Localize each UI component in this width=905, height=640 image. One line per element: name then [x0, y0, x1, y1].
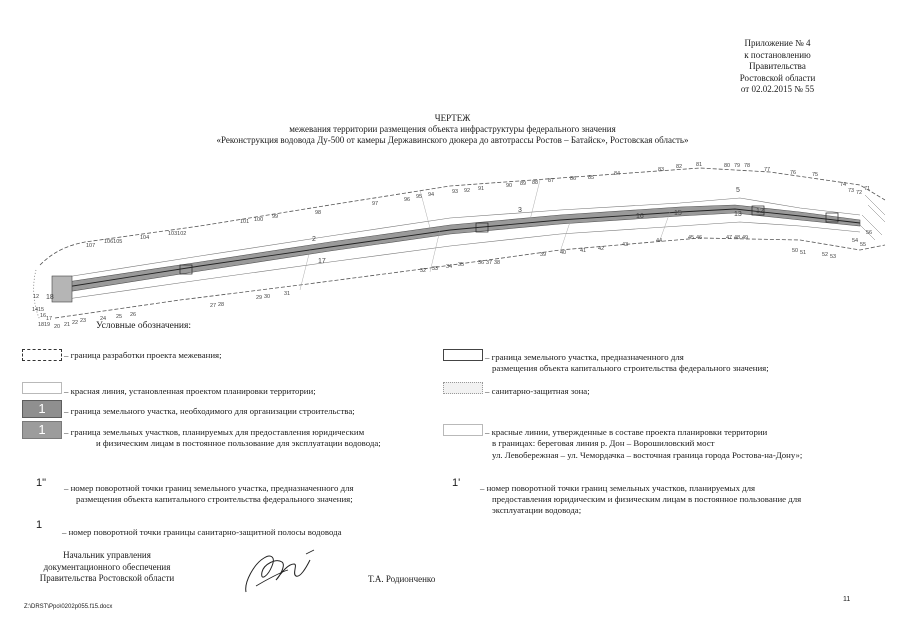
top-label: 96 [404, 197, 411, 203]
top-label: 87 [548, 178, 555, 184]
bottom-label: 25 [116, 314, 123, 320]
bottom-label: 26 [130, 312, 137, 318]
top-label: 77 [764, 167, 771, 173]
legend-text-construction-plot: – граница земельного участка, необходимого для организации строительства; [64, 406, 355, 416]
bottom-label: 54 [852, 238, 859, 244]
header-line-2: к постановлению [744, 49, 811, 60]
top-label: 84 [614, 171, 621, 177]
bottom-label: 31 [284, 291, 291, 297]
bottom-label: 18 [38, 322, 45, 328]
drawing-title-line-1: межевания территории размещения объекта инфраструктуры федерального значения [289, 124, 616, 134]
bottom-label: 51 [800, 250, 807, 256]
bottom-label: 27 [210, 303, 217, 309]
bottom-label: 21 [64, 322, 71, 328]
legend-text-red-line: – красная линия, установленная проектом планировки территории; [64, 386, 316, 396]
legend-symbol-point-federal: 1" [36, 477, 47, 489]
top-label: 86 [570, 176, 577, 182]
left-label: 14 [32, 307, 39, 313]
top-label: 85 [588, 175, 595, 181]
signature-title [22, 550, 192, 585]
top-label: 94 [428, 192, 435, 198]
legend-text-sanitary-zone: – санитарно-защитная зона; [485, 386, 590, 396]
bottom-label: 36 [478, 260, 485, 266]
bottom-label: 23 [80, 318, 87, 324]
legend-text-approved-3: ул. Левобережная – ул. Чемордачка – восточная граница города Ростова-на-Дону»; [492, 450, 803, 460]
legend-symbol-permanent-use: 1 [22, 421, 62, 439]
bottom-label: 28 [218, 302, 225, 308]
bottom-label: 22 [72, 320, 79, 326]
inner-label: 18 [46, 294, 54, 301]
legend-text-point-sanitary: – номер поворотной точки границы санитарно-защитной полосы водовода [62, 527, 342, 537]
top-label: 93 [452, 189, 459, 195]
bottom-label: 47 [726, 235, 733, 241]
legend-text-point-federal-1: – номер поворотной точки границ земельного участка, предназначенного для [64, 483, 354, 493]
top-label: 82 [676, 164, 683, 170]
bottom-label: 46 [696, 235, 703, 241]
left-label: 12 [33, 294, 40, 300]
bottom-label: 24 [100, 316, 107, 322]
bottom-label: 52 [822, 252, 829, 258]
bottom-label: 49 [742, 235, 749, 241]
header-line-3: Правительства [749, 61, 806, 71]
bottom-label: 38 [494, 260, 501, 266]
legend-text-permanent-use-2: и физическим лицам в постоянное пользование для эксплуатации водовода; [96, 438, 381, 448]
bottom-label: 16 [40, 313, 47, 319]
top-label: 74 [840, 182, 847, 188]
top-label: 75 [812, 172, 819, 178]
bottom-label: 55 [860, 242, 867, 248]
bottom-label: 50 [792, 248, 799, 254]
file-path: Z:\DRST\Ppo\0202p055.f15.docx [24, 604, 113, 610]
legend-symbol-point-sanitary: 1 [36, 519, 43, 531]
top-label: 103102 [168, 231, 187, 237]
legend-symbol-sanitary-zone [443, 382, 483, 394]
inner-label: 13 [734, 211, 742, 218]
legend-text-permanent-use-1: – граница земельных участков, планируемых для предоставления юридическим [64, 427, 365, 437]
bottom-label: 35 [458, 262, 465, 268]
signature-title-line-2: документационного обеспечения [43, 561, 171, 572]
top-label: 80 [724, 163, 731, 169]
inner-label: 17 [318, 258, 326, 265]
top-label: 83 [658, 167, 665, 173]
handwritten-signature [236, 542, 316, 600]
bottom-label: 42 [598, 246, 605, 252]
bottom-label: 44 [656, 238, 663, 244]
legend-text-dashed: – граница разработки проекта межевания; [64, 350, 222, 360]
inner-label: 16 [636, 213, 644, 220]
inner-label: 15 [674, 210, 682, 217]
legend-symbol-approved-red-lines [443, 424, 483, 436]
bottom-label: 20 [54, 324, 61, 330]
top-label: 73 [848, 188, 855, 194]
bottom-label: 41 [580, 248, 587, 254]
legend-symbol-point-permanent: 1' [452, 477, 461, 489]
bottom-label: 29 [256, 295, 263, 301]
drawing-heading: ЧЕРТЕЖ [434, 113, 471, 123]
top-label: 81 [696, 162, 703, 168]
top-label: 90 [506, 183, 513, 189]
inner-label: 5 [736, 187, 740, 194]
top-label: 91 [478, 186, 485, 192]
bottom-label: 56 [866, 230, 873, 236]
signatory-name: Т.А. Родионченко [368, 574, 436, 584]
legend-text-point-permanent-2: предоставления юридическим и физическим лицам в постоянное пользование для [492, 494, 802, 504]
top-label: 104 [140, 235, 150, 241]
top-label: 92 [464, 188, 471, 194]
bottom-label: 39 [540, 252, 547, 258]
top-label: 89 [520, 181, 527, 187]
top-label: 106105 [104, 239, 123, 245]
header-line-1: Приложение № 4 [744, 38, 811, 48]
bottom-label: 33 [432, 266, 439, 272]
legend-text-point-permanent-1: – номер поворотной точки границ земельных участков, планируемых для [480, 483, 756, 493]
legend-text-point-permanent-3: эксплуатации водовода; [492, 505, 582, 515]
header-line-5: от 02.02.2015 № 55 [740, 84, 815, 94]
bottom-label: 34 [446, 264, 453, 270]
bottom-label: 30 [264, 294, 271, 300]
bottom-label: 48 [734, 235, 741, 241]
bottom-label: 37 [486, 260, 493, 266]
legend-title: Условные обозначения: [96, 321, 192, 331]
top-label: 98 [315, 210, 322, 216]
bottom-label: 45 [688, 235, 695, 241]
header-line-4: Ростовской области [739, 72, 816, 83]
top-label: 88 [532, 180, 539, 186]
signature-title-line-3: Правительства Ростовской области [39, 573, 175, 583]
inner-label: 3 [518, 207, 522, 214]
top-label: 97 [372, 201, 379, 207]
top-label: 107 [86, 243, 96, 249]
bottom-label: 40 [560, 250, 567, 256]
page-number: 11 [843, 596, 851, 603]
bottom-label: 43 [622, 242, 629, 248]
top-label: 76 [790, 170, 797, 176]
top-label: 79 [734, 163, 741, 169]
legend-symbol-red-line [22, 382, 62, 394]
top-label: 101 [240, 219, 250, 225]
legend-symbol-land-plot [443, 349, 483, 361]
bottom-label: 19 [44, 322, 51, 328]
inner-label: 2 [312, 236, 316, 243]
legend-text-land-plot-1: – граница земельного участка, предназначенного для [485, 352, 684, 362]
legend-symbol-construction-plot: 1 [22, 400, 62, 418]
top-label: 72 [856, 190, 863, 196]
legend-symbol-dashed [22, 349, 62, 361]
signature-title-line-1: Начальник управления [63, 550, 151, 560]
bottom-label: 53 [830, 254, 837, 260]
top-label: 99 [272, 214, 279, 220]
bottom-label: 32 [420, 268, 427, 274]
drawing-title-line-2: «Реконструкция водовода Ду-500 от камеры Державинского дюкера до автотрассы Ростов – Батайск», Ростовская область» [216, 135, 689, 145]
left-label: 15 [38, 307, 45, 313]
appendix-header [700, 38, 855, 96]
legend-text-point-federal-2: размещения объекта капитального строительства федерального значения; [76, 494, 353, 504]
top-label: 71 [864, 186, 871, 192]
top-label: 78 [744, 163, 751, 169]
inner-label: 12 [756, 208, 764, 215]
bottom-label: 17 [46, 316, 53, 322]
top-label: 95 [416, 194, 423, 200]
legend-text-land-plot-2: размещения объекта капитального строительства федерального значения; [492, 363, 769, 373]
legend-text-approved-1: – красные линии, утвержденные в составе проекта планировки территории [485, 427, 768, 437]
legend-text-approved-2: в границах: береговая линия р. Дон – Ворошиловский мост [492, 438, 715, 448]
top-label: 100 [254, 217, 264, 223]
